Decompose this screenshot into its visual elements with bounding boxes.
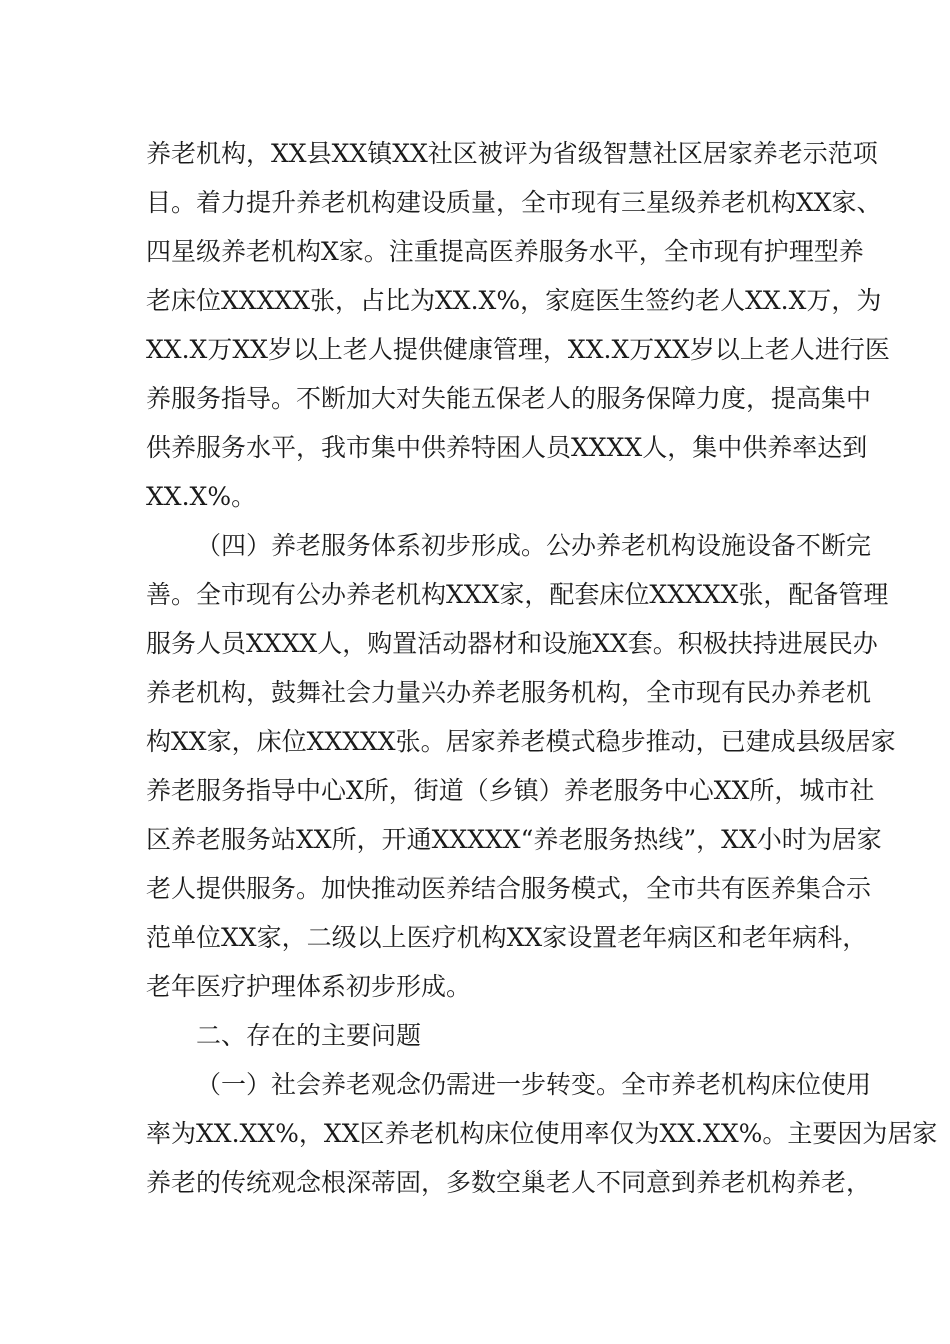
text-line: 四星级养老机构X家。注重提高医养服务水平，全市现有护理型养 xyxy=(146,237,864,266)
text-line: 服务人员XXXX人，购置活动器材和设施XX套。积极扶持进展民办 xyxy=(146,629,878,658)
text-line: 善。全市现有公办养老机构XXX家，配套床位XXXXX张，配备管理 xyxy=(146,580,889,609)
text-line: 构XX家，床位XXXXX张。居家养老模式稳步推动，已建成县级居家 xyxy=(146,727,896,756)
text-line: 供养服务水平，我市集中供养特困人员XXXX人，集中供养率达到 xyxy=(146,433,868,462)
text-line: 养服务指导。不断加大对失能五保老人的服务保障力度，提高集中 xyxy=(146,384,872,413)
text-line: 养老的传统观念根深蒂固，多数空巢老人不同意到养老机构养老， xyxy=(146,1168,872,1197)
text-line: 老人提供服务。加快推动医养结合服务模式，全市共有医养集合示 xyxy=(146,874,872,903)
text-line: 目。着力提升养老机构建设质量，全市现有三星级养老机构XX家、 xyxy=(146,188,882,217)
text-line: 养老服务指导中心X所，街道（乡镇）养老服务中心XX所，城市社 xyxy=(146,776,875,805)
text-line: 养老机构，XX县XX镇XX社区被评为省级智慧社区居家养老示范项 xyxy=(146,139,878,168)
text-line: XX.X%。 xyxy=(146,482,257,511)
text-line: XX.X万XX岁以上老人提供健康管理，XX.X万XX岁以上老人进行医 xyxy=(146,335,890,364)
text-line: 老床位XXXXX张，占比为XX.X%，家庭医生签约老人XX.X万，为 xyxy=(146,286,882,315)
text-line: 范单位XX家，二级以上医疗机构XX家设置老年病区和老年病科， xyxy=(146,923,868,952)
text-line: 养老机构，鼓舞社会力量兴办养老服务机构，全市现有民办养老机 xyxy=(146,678,872,707)
section-title: 二、存在的主要问题 xyxy=(196,1021,422,1050)
text-line: 老年医疗护理体系初步形成。 xyxy=(146,972,472,1001)
section-heading-line: （四）养老服务体系初步形成。公办养老机构设施设备不断完 xyxy=(196,531,872,560)
text-line: 区养老服务站XX所，开通XXXXX“养老服务热线”，XX小时为居家 xyxy=(146,825,882,854)
section-heading-line: （一）社会养老观念仍需进一步转变。全市养老机构床位使用 xyxy=(196,1070,872,1099)
text-line: 率为XX.XX%，XX区养老机构床位使用率仅为XX.XX%。主要因为居家 xyxy=(146,1119,938,1148)
